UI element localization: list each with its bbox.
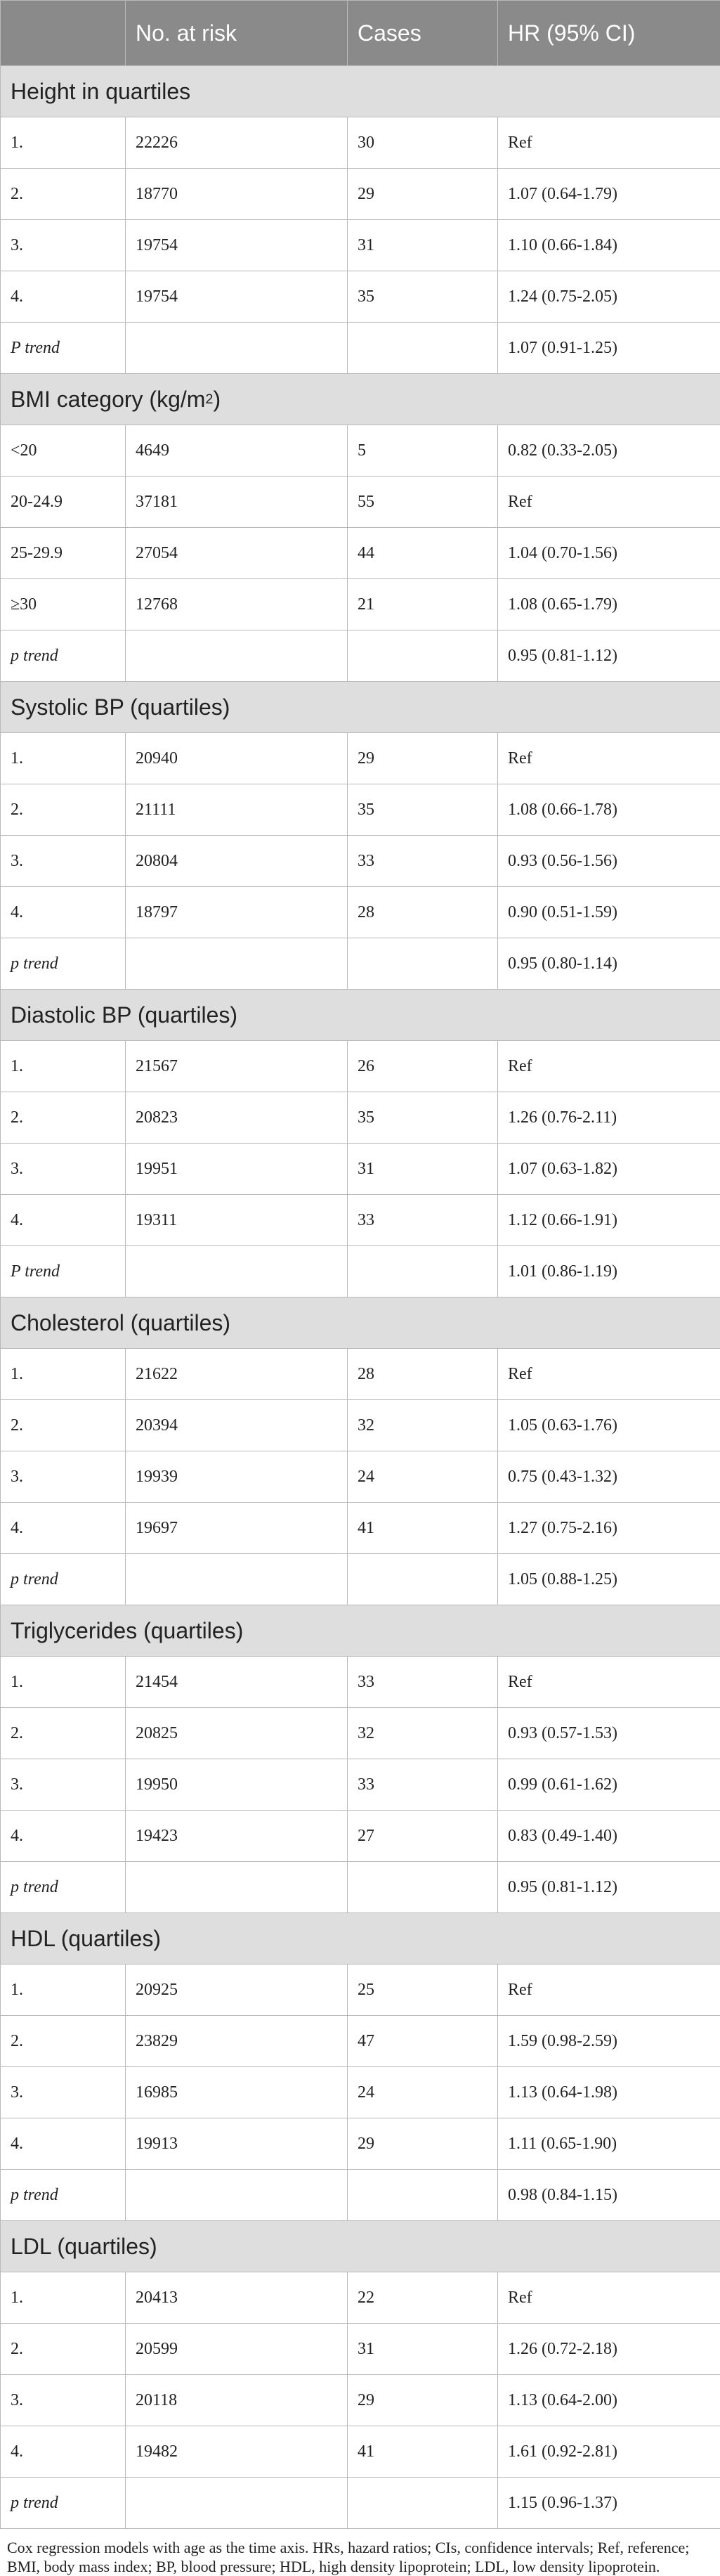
number-at-risk-cell: 20394 bbox=[126, 1400, 348, 1451]
cases-cell: 27 bbox=[348, 1811, 498, 1862]
cases-cell: 21 bbox=[348, 579, 498, 630]
trend-label-cell: p trend bbox=[1, 1862, 126, 1913]
table-row bbox=[1, 2118, 720, 2170]
row-label-cell: 1. bbox=[1, 1349, 126, 1400]
row-label-cell: 4. bbox=[1, 1503, 126, 1554]
section-header-row bbox=[1, 374, 720, 425]
table-row bbox=[1, 1503, 720, 1554]
trend-hazard-ratio-cell: 0.98 (0.84-1.15) bbox=[498, 2170, 720, 2221]
hazard-ratio-cell: 1.07 (0.64-1.79) bbox=[498, 169, 720, 220]
hazard-ratio-cell: 1.08 (0.65-1.79) bbox=[498, 579, 720, 630]
table-row bbox=[1, 579, 720, 630]
table-row bbox=[1, 477, 720, 528]
section-header-row bbox=[1, 1913, 720, 1965]
hazard-ratio-cell: Ref bbox=[498, 1041, 720, 1092]
empty-cell bbox=[348, 630, 498, 682]
empty-cell bbox=[348, 1554, 498, 1605]
header-cell-hr: HR (95% CI) bbox=[498, 1, 720, 66]
table-row bbox=[1, 1195, 720, 1246]
trend-row bbox=[1, 938, 720, 990]
cases-cell: 26 bbox=[348, 1041, 498, 1092]
row-label-cell: 4. bbox=[1, 1195, 126, 1246]
section-title-text: Systolic BP (quartiles) bbox=[11, 694, 230, 720]
row-label-cell: 2. bbox=[1, 2016, 126, 2067]
row-label-cell: 1. bbox=[1, 2272, 126, 2324]
section-header-row bbox=[1, 990, 720, 1041]
section-header-row bbox=[1, 2221, 720, 2272]
trend-row bbox=[1, 1554, 720, 1605]
cases-cell: 29 bbox=[348, 2118, 498, 2170]
row-label-cell: 2. bbox=[1, 169, 126, 220]
hazard-ratio-cell: Ref bbox=[498, 477, 720, 528]
trend-hazard-ratio-cell: 1.05 (0.88-1.25) bbox=[498, 1554, 720, 1605]
hazard-ratio-cell: 1.08 (0.66-1.78) bbox=[498, 784, 720, 836]
empty-cell bbox=[348, 938, 498, 990]
row-label-cell: 25-29.9 bbox=[1, 528, 126, 579]
hazard-ratio-cell: 0.75 (0.43-1.32) bbox=[498, 1451, 720, 1503]
empty-cell bbox=[126, 938, 348, 990]
table-row bbox=[1, 1708, 720, 1759]
trend-row bbox=[1, 323, 720, 374]
cases-cell: 55 bbox=[348, 477, 498, 528]
table-row bbox=[1, 2324, 720, 2375]
cases-cell: 33 bbox=[348, 1657, 498, 1708]
number-at-risk-cell: 21567 bbox=[126, 1041, 348, 1092]
trend-row bbox=[1, 1246, 720, 1297]
table-row bbox=[1, 528, 720, 579]
row-label-cell: 2. bbox=[1, 1400, 126, 1451]
row-label-cell: 3. bbox=[1, 1451, 126, 1503]
hazard-ratio-cell: Ref bbox=[498, 1965, 720, 2016]
section-title-suffix: ) bbox=[213, 387, 221, 412]
hazard-ratio-cell: Ref bbox=[498, 2272, 720, 2324]
empty-cell bbox=[348, 1246, 498, 1297]
number-at-risk-cell: 20940 bbox=[126, 733, 348, 784]
number-at-risk-cell: 21454 bbox=[126, 1657, 348, 1708]
number-at-risk-cell: 18770 bbox=[126, 169, 348, 220]
empty-cell bbox=[348, 2170, 498, 2221]
table-row bbox=[1, 1041, 720, 1092]
hazard-ratio-cell: 1.24 (0.75-2.05) bbox=[498, 271, 720, 323]
trend-row bbox=[1, 1862, 720, 1913]
empty-cell bbox=[126, 1554, 348, 1605]
empty-cell bbox=[126, 1246, 348, 1297]
number-at-risk-cell: 19482 bbox=[126, 2426, 348, 2478]
row-label-cell: 4. bbox=[1, 2118, 126, 2170]
row-label-cell: 3. bbox=[1, 836, 126, 887]
row-label-cell: 1. bbox=[1, 1965, 126, 2016]
header-cell-label bbox=[1, 1, 126, 66]
number-at-risk-cell: 19913 bbox=[126, 2118, 348, 2170]
row-label-cell: 2. bbox=[1, 2324, 126, 2375]
trend-row bbox=[1, 630, 720, 682]
cases-cell: 47 bbox=[348, 2016, 498, 2067]
cases-cell: 33 bbox=[348, 1759, 498, 1811]
number-at-risk-cell: 16985 bbox=[126, 2067, 348, 2118]
row-label-cell: 1. bbox=[1, 733, 126, 784]
cases-cell: 29 bbox=[348, 2375, 498, 2426]
number-at-risk-cell: 19950 bbox=[126, 1759, 348, 1811]
trend-hazard-ratio-cell: 0.95 (0.81-1.12) bbox=[498, 1862, 720, 1913]
trend-label-cell: P trend bbox=[1, 1246, 126, 1297]
row-label-cell: 20-24.9 bbox=[1, 477, 126, 528]
hazard-ratio-cell: 1.26 (0.72-2.18) bbox=[498, 2324, 720, 2375]
section-title bbox=[1, 1605, 720, 1657]
empty-cell bbox=[126, 2170, 348, 2221]
hazard-ratio-cell: 1.27 (0.75-2.16) bbox=[498, 1503, 720, 1554]
table-row bbox=[1, 2272, 720, 2324]
cases-cell: 29 bbox=[348, 733, 498, 784]
hazard-ratio-cell: Ref bbox=[498, 733, 720, 784]
table-row bbox=[1, 1759, 720, 1811]
number-at-risk-cell: 20118 bbox=[126, 2375, 348, 2426]
row-label-cell: 2. bbox=[1, 1092, 126, 1144]
cases-cell: 44 bbox=[348, 528, 498, 579]
row-label-cell: 4. bbox=[1, 1811, 126, 1862]
trend-hazard-ratio-cell: 1.07 (0.91-1.25) bbox=[498, 323, 720, 374]
cases-cell: 35 bbox=[348, 271, 498, 323]
number-at-risk-cell: 19754 bbox=[126, 271, 348, 323]
section-title bbox=[1, 682, 720, 733]
trend-label-cell: p trend bbox=[1, 1554, 126, 1605]
number-at-risk-cell: 20413 bbox=[126, 2272, 348, 2324]
hazard-ratio-cell: 0.93 (0.56-1.56) bbox=[498, 836, 720, 887]
hazard-ratio-cell: 0.99 (0.61-1.62) bbox=[498, 1759, 720, 1811]
number-at-risk-cell: 20804 bbox=[126, 836, 348, 887]
trend-hazard-ratio-cell: 0.95 (0.80-1.14) bbox=[498, 938, 720, 990]
row-label-cell: 3. bbox=[1, 1144, 126, 1195]
table-row bbox=[1, 2426, 720, 2478]
table-row bbox=[1, 169, 720, 220]
hazard-ratio-cell: 1.13 (0.64-1.98) bbox=[498, 2067, 720, 2118]
cases-cell: 31 bbox=[348, 2324, 498, 2375]
number-at-risk-cell: 20823 bbox=[126, 1092, 348, 1144]
trend-label-cell: p trend bbox=[1, 2478, 126, 2529]
header-cell-number-at-risk: No. at risk bbox=[126, 1, 348, 66]
hazard-ratio-cell: 1.59 (0.98-2.59) bbox=[498, 2016, 720, 2067]
trend-hazard-ratio-cell: 0.95 (0.81-1.12) bbox=[498, 630, 720, 682]
table-footnote: Cox regression models with age as the time axis. HRs, hazard ratios; CIs, confidence intervals; Ref, reference; BMI, body mass index; BP, blood pressure; HDL, high density lipoprotein; LDL, low density lipoprotein. bbox=[0, 2529, 720, 2576]
cases-cell: 41 bbox=[348, 2426, 498, 2478]
section-title bbox=[1, 374, 720, 425]
cases-cell: 32 bbox=[348, 1708, 498, 1759]
cases-cell: 33 bbox=[348, 1195, 498, 1246]
table-body bbox=[1, 66, 720, 2529]
cases-cell: 24 bbox=[348, 1451, 498, 1503]
cases-cell: 33 bbox=[348, 836, 498, 887]
table-row bbox=[1, 1144, 720, 1195]
table-row bbox=[1, 1400, 720, 1451]
empty-cell bbox=[348, 1862, 498, 1913]
number-at-risk-cell: 19951 bbox=[126, 1144, 348, 1195]
section-title-text: Cholesterol (quartiles) bbox=[11, 1310, 230, 1335]
hazard-ratio-cell: 1.61 (0.92-2.81) bbox=[498, 2426, 720, 2478]
table-row bbox=[1, 425, 720, 477]
row-label-cell: 1. bbox=[1, 1657, 126, 1708]
cases-cell: 5 bbox=[348, 425, 498, 477]
hazard-ratio-cell: 1.11 (0.65-1.90) bbox=[498, 2118, 720, 2170]
trend-label-cell: P trend bbox=[1, 323, 126, 374]
empty-cell bbox=[348, 323, 498, 374]
cases-cell: 35 bbox=[348, 1092, 498, 1144]
row-label-cell: 3. bbox=[1, 2067, 126, 2118]
section-header-row bbox=[1, 1297, 720, 1349]
hazard-ratio-cell: 1.07 (0.63-1.82) bbox=[498, 1144, 720, 1195]
empty-cell bbox=[126, 630, 348, 682]
cases-cell: 30 bbox=[348, 117, 498, 169]
cases-cell: 31 bbox=[348, 1144, 498, 1195]
row-label-cell: 1. bbox=[1, 117, 126, 169]
number-at-risk-cell: 19423 bbox=[126, 1811, 348, 1862]
hazard-ratio-cell: 0.82 (0.33-2.05) bbox=[498, 425, 720, 477]
row-label-cell: 3. bbox=[1, 2375, 126, 2426]
number-at-risk-cell: 22226 bbox=[126, 117, 348, 169]
section-title-text: HDL (quartiles) bbox=[11, 1926, 161, 1951]
number-at-risk-cell: 12768 bbox=[126, 579, 348, 630]
trend-row bbox=[1, 2170, 720, 2221]
number-at-risk-cell: 19754 bbox=[126, 220, 348, 271]
cases-cell: 28 bbox=[348, 1349, 498, 1400]
table-row bbox=[1, 733, 720, 784]
table-row bbox=[1, 2016, 720, 2067]
section-title bbox=[1, 2221, 720, 2272]
table-row bbox=[1, 887, 720, 938]
cases-cell: 22 bbox=[348, 2272, 498, 2324]
row-label-cell: 4. bbox=[1, 2426, 126, 2478]
row-label-cell: 3. bbox=[1, 220, 126, 271]
table-row bbox=[1, 1811, 720, 1862]
header-cell-cases: Cases bbox=[348, 1, 498, 66]
cases-cell: 41 bbox=[348, 1503, 498, 1554]
table-row bbox=[1, 1451, 720, 1503]
cases-cell: 31 bbox=[348, 220, 498, 271]
section-title bbox=[1, 1297, 720, 1349]
number-at-risk-cell: 21622 bbox=[126, 1349, 348, 1400]
number-at-risk-cell: 4649 bbox=[126, 425, 348, 477]
cases-cell: 35 bbox=[348, 784, 498, 836]
trend-hazard-ratio-cell: 1.15 (0.96-1.37) bbox=[498, 2478, 720, 2529]
hazard-ratio-cell: 0.83 (0.49-1.40) bbox=[498, 1811, 720, 1862]
trend-label-cell: p trend bbox=[1, 938, 126, 990]
row-label-cell: 3. bbox=[1, 1759, 126, 1811]
table-row bbox=[1, 220, 720, 271]
section-title bbox=[1, 990, 720, 1041]
table-row bbox=[1, 1657, 720, 1708]
hazard-ratio-cell: Ref bbox=[498, 117, 720, 169]
table-row bbox=[1, 1965, 720, 2016]
number-at-risk-cell: 21111 bbox=[126, 784, 348, 836]
section-title bbox=[1, 1913, 720, 1965]
table-row bbox=[1, 1349, 720, 1400]
trend-row bbox=[1, 2478, 720, 2529]
section-title-text: Diastolic BP (quartiles) bbox=[11, 1002, 237, 1028]
section-title-superscript: 2 bbox=[205, 391, 213, 407]
cases-cell: 24 bbox=[348, 2067, 498, 2118]
row-label-cell: 2. bbox=[1, 1708, 126, 1759]
table-row bbox=[1, 271, 720, 323]
empty-cell bbox=[126, 2478, 348, 2529]
hazard-ratio-cell: Ref bbox=[498, 1657, 720, 1708]
empty-cell bbox=[126, 1862, 348, 1913]
section-header-row bbox=[1, 682, 720, 733]
hazard-ratio-cell: 0.93 (0.57-1.53) bbox=[498, 1708, 720, 1759]
section-header-row bbox=[1, 1605, 720, 1657]
number-at-risk-cell: 19939 bbox=[126, 1451, 348, 1503]
row-label-cell: 1. bbox=[1, 1041, 126, 1092]
number-at-risk-cell: 18797 bbox=[126, 887, 348, 938]
row-label-cell: ≥30 bbox=[1, 579, 126, 630]
table-row bbox=[1, 1092, 720, 1144]
section-header-row bbox=[1, 66, 720, 117]
hazard-ratio-cell: 0.90 (0.51-1.59) bbox=[498, 887, 720, 938]
trend-label-cell: p trend bbox=[1, 630, 126, 682]
row-label-cell: 2. bbox=[1, 784, 126, 836]
cases-cell: 28 bbox=[348, 887, 498, 938]
section-title-text: Height in quartiles bbox=[11, 79, 190, 104]
number-at-risk-cell: 20599 bbox=[126, 2324, 348, 2375]
hazard-ratio-cell: 1.04 (0.70-1.56) bbox=[498, 528, 720, 579]
cases-cell: 29 bbox=[348, 169, 498, 220]
hazard-ratio-cell: 1.26 (0.76-2.11) bbox=[498, 1092, 720, 1144]
table-row bbox=[1, 117, 720, 169]
number-at-risk-cell: 20925 bbox=[126, 1965, 348, 2016]
trend-label-cell: p trend bbox=[1, 2170, 126, 2221]
cases-cell: 32 bbox=[348, 1400, 498, 1451]
section-title bbox=[1, 66, 720, 117]
cases-cell: 25 bbox=[348, 1965, 498, 2016]
table-row bbox=[1, 784, 720, 836]
trend-hazard-ratio-cell: 1.01 (0.86-1.19) bbox=[498, 1246, 720, 1297]
empty-cell bbox=[348, 2478, 498, 2529]
row-label-cell: 4. bbox=[1, 887, 126, 938]
table-header-row bbox=[1, 1, 720, 66]
hazard-ratio-cell: 1.05 (0.63-1.76) bbox=[498, 1400, 720, 1451]
number-at-risk-cell: 37181 bbox=[126, 477, 348, 528]
section-title-text: Triglycerides (quartiles) bbox=[11, 1618, 243, 1643]
hazard-ratio-cell: Ref bbox=[498, 1349, 720, 1400]
empty-cell bbox=[126, 323, 348, 374]
number-at-risk-cell: 27054 bbox=[126, 528, 348, 579]
section-title-text: BMI category (kg/m bbox=[11, 387, 205, 412]
row-label-cell: 4. bbox=[1, 271, 126, 323]
number-at-risk-cell: 23829 bbox=[126, 2016, 348, 2067]
hazard-ratio-cell: 1.12 (0.66-1.91) bbox=[498, 1195, 720, 1246]
number-at-risk-cell: 20825 bbox=[126, 1708, 348, 1759]
table-row bbox=[1, 836, 720, 887]
number-at-risk-cell: 19697 bbox=[126, 1503, 348, 1554]
hazard-ratio-cell: 1.10 (0.66-1.84) bbox=[498, 220, 720, 271]
table-row bbox=[1, 2067, 720, 2118]
row-label-cell: <20 bbox=[1, 425, 126, 477]
section-title-text: LDL (quartiles) bbox=[11, 2234, 157, 2259]
number-at-risk-cell: 19311 bbox=[126, 1195, 348, 1246]
hazard-ratio-cell: 1.13 (0.64-2.00) bbox=[498, 2375, 720, 2426]
table-row bbox=[1, 2375, 720, 2426]
